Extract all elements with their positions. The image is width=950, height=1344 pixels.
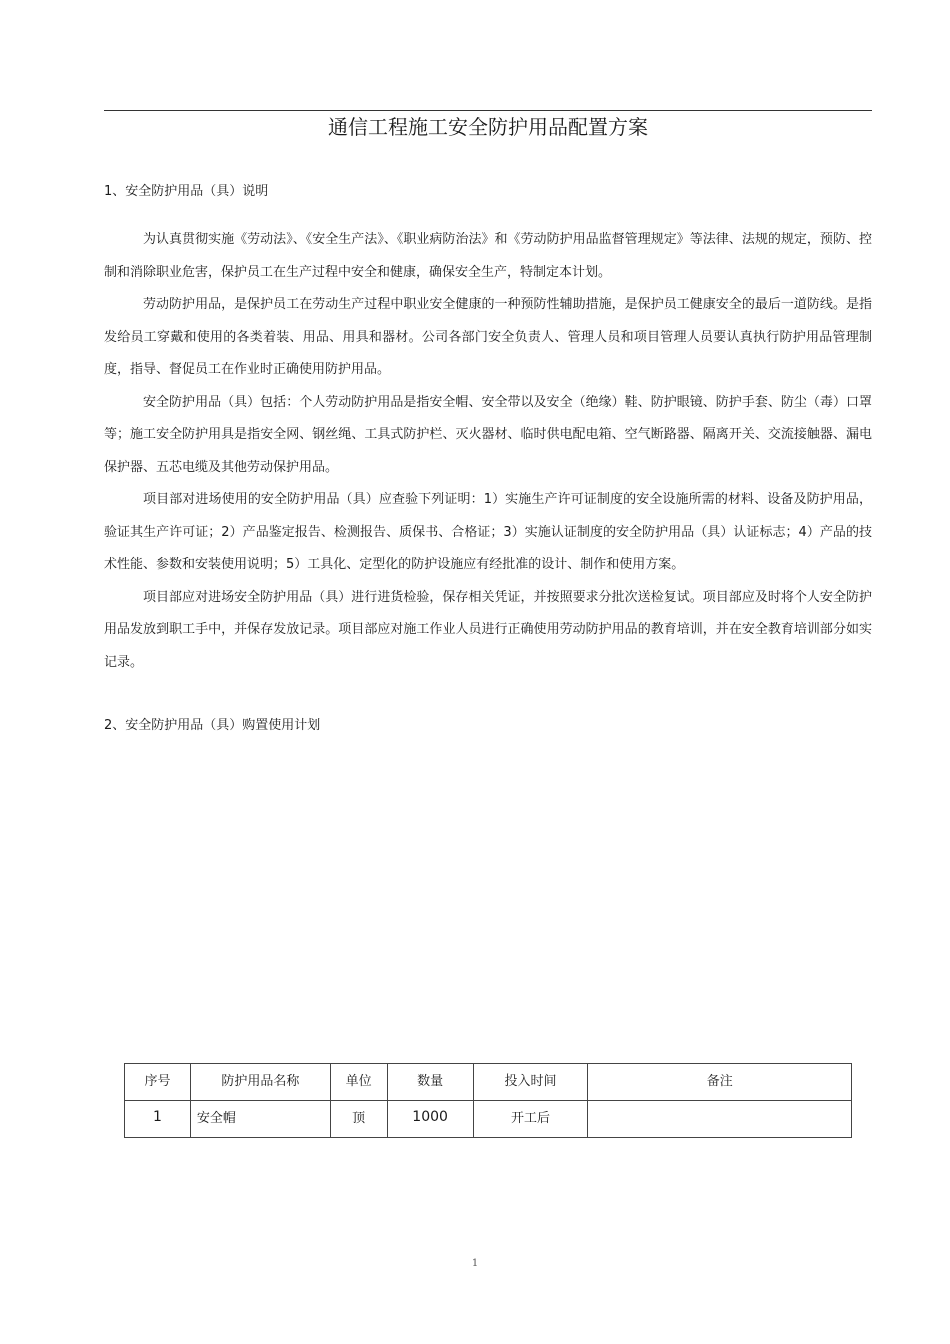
document-title: 通信工程施工安全防护用品配置方案 [328, 115, 648, 139]
table-header-row [125, 1064, 852, 1101]
paragraph-3: 安全防护用品（具）包括：个人劳动防护用品是指安全帽、安全带以及安全（绝缘）鞋、防护眼镜、防护手套、防尘（毒）口罩等；施工安全防护用具是指安全网、钢丝绳、工具式防护栏、灭火器材、临时供电配电箱、空气断路器、隔离开关、交流接触器、漏电保护器、五芯电缆及其他劳动保护用品。 [104, 394, 872, 475]
cell-unit: 顶 [330, 1101, 387, 1138]
header-unit: 单位 [330, 1064, 387, 1101]
header-rule [104, 110, 872, 111]
header-remarks: 备注 [588, 1064, 852, 1101]
cell-remarks [588, 1101, 852, 1138]
paragraph-5: 项目部应对进场安全防护用品（具）进行进货检验，保存相关凭证，并按照要求分批次送检复试。项目部应及时将个人安全防护用品发放到职工手中，并保存发放记录。项目部应对施工作业人员进行正确使用劳动防护用品的教育培训，并在安全教育培训部分如实记录。 [104, 589, 872, 670]
cell-item-name: 安全帽 [190, 1101, 330, 1138]
purchase-plan-table [124, 1063, 852, 1138]
paragraph-1: 为认真贯彻实施《劳动法》、《安全生产法》、《职业病防治法》和《劳动防护用品监督管理规定》等法律、法规的规定，预防、控制和消除职业危害，保护员工在生产过程中安全和健康，确保安全生产，特制定本计划。 [104, 232, 872, 280]
section-2-heading: 2、安全防护用品（具）购置使用计划 [104, 718, 321, 733]
cell-time: 开工后 [473, 1101, 588, 1138]
header-seq: 序号 [125, 1064, 191, 1101]
header-item-name: 防护用品名称 [190, 1064, 330, 1101]
section-1-heading: 1、安全防护用品（具）说明 [104, 184, 269, 199]
header-time: 投入时间 [473, 1064, 588, 1101]
cell-quantity: 1000 [387, 1101, 473, 1138]
section-1-body [104, 224, 872, 679]
table-row [125, 1101, 852, 1138]
paragraph-2: 劳动防护用品，是保护员工在劳动生产过程中职业安全健康的一种预防性辅助措施，是保护员工健康安全的最后一道防线。是指发给员工穿戴和使用的各类着装、用品、用具和器材。公司各部门安全负责人、管理人员和项目管理人员要认真执行防护用品管理制度，指导、督促员工在作业时正确使用防护用品。 [104, 297, 872, 377]
cell-seq: 1 [125, 1101, 191, 1138]
header-quantity: 数量 [387, 1064, 473, 1101]
paragraph-4: 项目部对进场使用的安全防护用品（具）应查验下列证明：1）实施生产许可证制度的安全设施所需的材料、设备及防护用品，验证其生产许可证；2）产品鉴定报告、检测报告、质保书、合格证；3）实施认证制度的安全防护用品（具）认证标志；4）产品的技术性能、参数和安装使用说明；5）工具化、定型化的防护设施应有经批准的设计、制作和使用方案。 [104, 492, 872, 572]
page-number: 1 [471, 1258, 479, 1269]
